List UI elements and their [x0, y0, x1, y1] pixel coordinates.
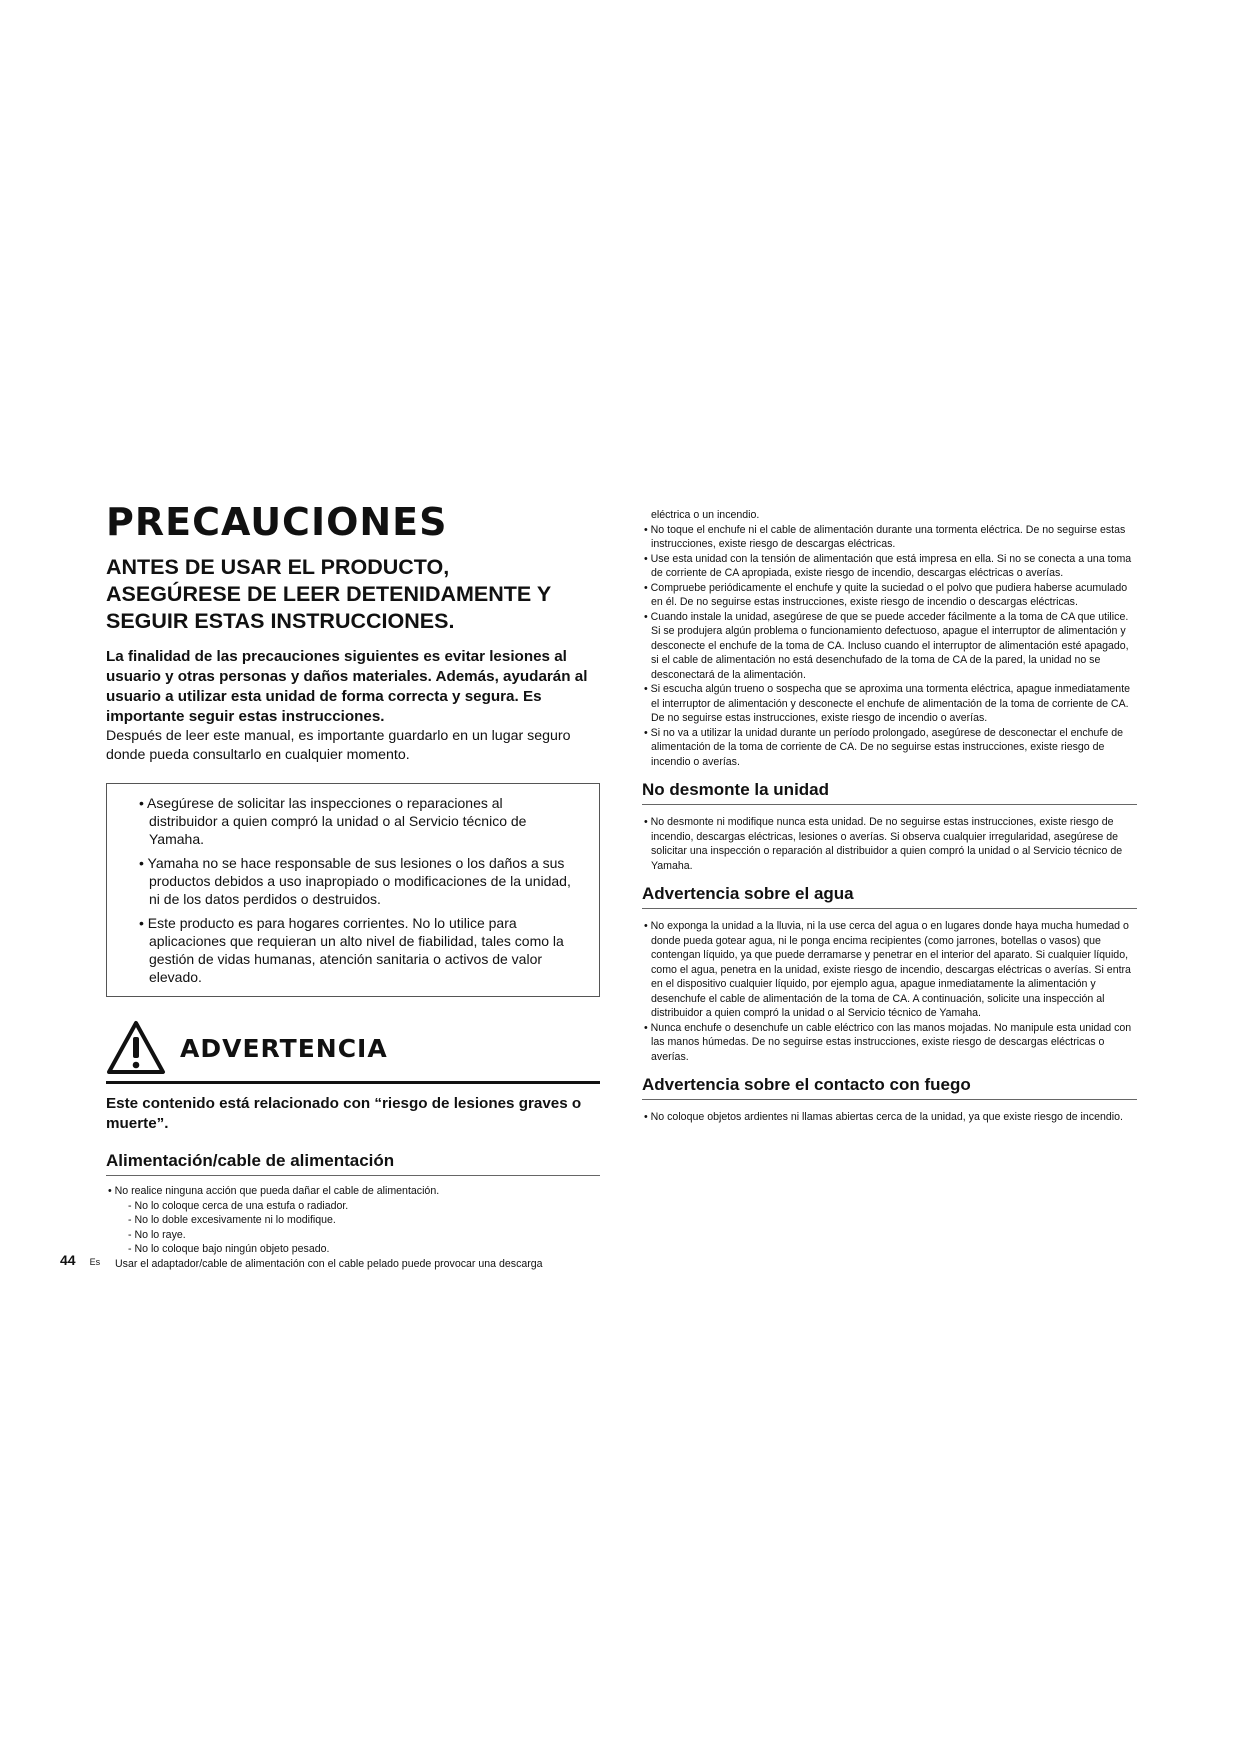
section-heading-fire: Advertencia sobre el contacto con fuego	[642, 1074, 1137, 1100]
power-list	[106, 1184, 600, 1257]
page-number: 44	[60, 1252, 76, 1268]
warning-description: Este contenido está relacionado con “riesgo de lesiones graves o muerte”.	[106, 1095, 582, 1132]
power-continuation-text: eléctrica o un incendio.	[651, 509, 760, 521]
subtitle-line: ANTES DE USAR EL PRODUCTO,	[106, 555, 450, 579]
list-item	[106, 1184, 600, 1257]
warning-title: ADVERTENCIA	[180, 1033, 388, 1063]
notice-item: • Asegúrese de solicitar las inspecciones o reparaciones al distribuidor a quien compró la unidad o al Servicio técnico de Yamaha.	[139, 795, 527, 847]
sublist-item: - No lo raye.	[128, 1228, 186, 1241]
list-item: • No coloque objetos ardientes ni llamas abiertas cerca de la unidad, ya que existe riesgo de incendio.	[644, 1111, 1123, 1123]
disassemble-list	[642, 815, 1137, 873]
power-continuation-text: Usar el adaptador/cable de alimentación con el cable pelado puede provocar una descarga	[115, 1257, 543, 1270]
list-item: • No desmonte ni modifique nunca esta unidad. De no seguirse estas instrucciones, existe riesgo de incendio, descargas eléctricas, lesiones o averías. Si observa cualquier irregularidad, asegúrese de solicitar una inspección o reparación al distribuidor a quien compró la unidad o al Servicio técnico de Yamaha.	[644, 816, 1123, 872]
notice-item: • Yamaha no se hace responsable de sus lesiones o los daños a sus productos debidos a uso inapropiado o modificaciones de la unidad, ni de los datos perdidos o destruidos.	[139, 855, 571, 907]
left-column	[106, 500, 600, 1271]
subtitle	[106, 554, 600, 635]
intro-text: Después de leer este manual, es importante guardarlo en un lugar seguro donde pueda consultarlo en cualquier momento.	[106, 728, 571, 763]
list-item: • Si escucha algún trueno o sospecha que se aproxima una tormenta eléctrica, apague inmediatamente el interruptor de alimentación y desconecte el enchufe de alimentación de la toma de corriente de CA. De no seguirse estas instrucciones, existe riesgo de incendio o averías.	[644, 683, 1131, 724]
page-footer	[60, 1252, 100, 1268]
subtitle-line: SEGUIR ESTAS INSTRUCCIONES.	[106, 609, 455, 633]
warning-divider	[106, 1081, 600, 1084]
list-item: • Cuando instale la unidad, asegúrese de que se puede acceder fácilmente a la toma de CA que utilice. Si se produjera algún problema o funcionamiento defectuoso, apague el interruptor de alimentación y desconecte el enchufe de la toma de CA. Incluso cuando el interruptor de alimentación esté apagado, si el cable de alimentación no está desenchufado de la toma de CA de la pared, la unidad no se desconectará de la alimentación.	[644, 610, 1129, 681]
sublist-item: - No lo doble excesivamente ni lo modifique.	[128, 1214, 336, 1226]
intro-bold-text: La finalidad de las precauciones siguientes es evitar lesiones al usuario y otras personas y daños materiales. Además, ayudarán al usuario a utilizar esta unidad de forma correcta y segura. Es importante seguir estas instrucciones.	[106, 648, 588, 725]
language-code: Es	[89, 1257, 101, 1267]
list-item-text: • No realice ninguna acción que pueda dañar el cable de alimentación.	[108, 1185, 440, 1197]
list-item: • No exponga la unidad a la lluvia, ni la use cerca del agua o en lugares donde haya mucha humedad o donde pueda gotear agua, ni le ponga encima recipientes (como jarrones, botellas o vasos) que contengan líquido, ya que puede derramarse y penetrar en el interior del aparato. Si cualquier líquido, como el agua, penetra en la unidad, existe riesgo de incendio, descargas eléctricas o averías. Si entra en el dispositivo cualquier líquido, por ejemplo agua, apague inmediatamente la alimentación y desenchufe el cable de alimentación de la toma de CA. A continuación, solicite una inspección al distribuidor a quien compró la unidad o al Servicio técnico de Yamaha.	[644, 920, 1131, 1019]
warning-triangle-icon	[106, 1020, 166, 1076]
list-item: • Nunca enchufe o desenchufe un cable eléctrico con las manos mojadas. No manipule esta unidad con las manos húmedas. De no seguirse estas instrucciones, existe riesgo de descargas eléctricas o averías.	[644, 1021, 1132, 1063]
section-heading-disassemble: No desmonte la unidad	[642, 779, 1137, 805]
warning-header	[106, 1017, 600, 1079]
right-column	[642, 508, 1137, 1125]
notice-box	[106, 783, 600, 997]
list-item: • Si no va a utilizar la unidad durante un período prolongado, asegúrese de desconectar el enchufe de alimentación de la toma de corriente de CA. De no seguirse estas instrucciones, existe riesgo de incendio o averías.	[644, 726, 1123, 768]
section-heading-power: Alimentación/cable de alimentación	[106, 1150, 600, 1176]
list-item: • Compruebe periódicamente el enchufe y quite la suciedad o el polvo que pudiera haberse acumulado en él. De no seguirse estas instrucciones, existe riesgo de incendio o descargas eléctricas.	[644, 581, 1128, 608]
page-title: PRECAUCIONES	[106, 500, 448, 544]
fire-list	[642, 1110, 1137, 1125]
notice-item: • Este producto es para hogares corrientes. No lo utilice para aplicaciones que requieran un alto nivel de fiabilidad, tales como la gestión de vidas humanas, atención sanitaria o activos de valor elevado.	[139, 915, 564, 985]
sublist-item: - No lo coloque bajo ningún objeto pesado.	[128, 1243, 330, 1255]
section-heading-water: Advertencia sobre el agua	[642, 883, 1137, 909]
list-item: • Use esta unidad con la tensión de alimentación que está impresa en ella. Si no se conecta a una toma de corriente de CA apropiada, existe riesgo de incendio, descargas eléctricas o averías.	[644, 552, 1132, 579]
power-sublist	[115, 1199, 600, 1257]
list-item: • No toque el enchufe ni el cable de alimentación durante una tormenta eléctrica. De no seguirse estas instrucciones, existe riesgo de descargas eléctricas.	[644, 523, 1126, 550]
power-list-continued	[642, 523, 1137, 770]
sublist-item: - No lo coloque cerca de una estufa o radiador.	[128, 1199, 349, 1212]
water-list	[642, 919, 1137, 1064]
subtitle-line: ASEGÚRESE DE LEER DETENIDAMENTE Y	[106, 582, 552, 606]
